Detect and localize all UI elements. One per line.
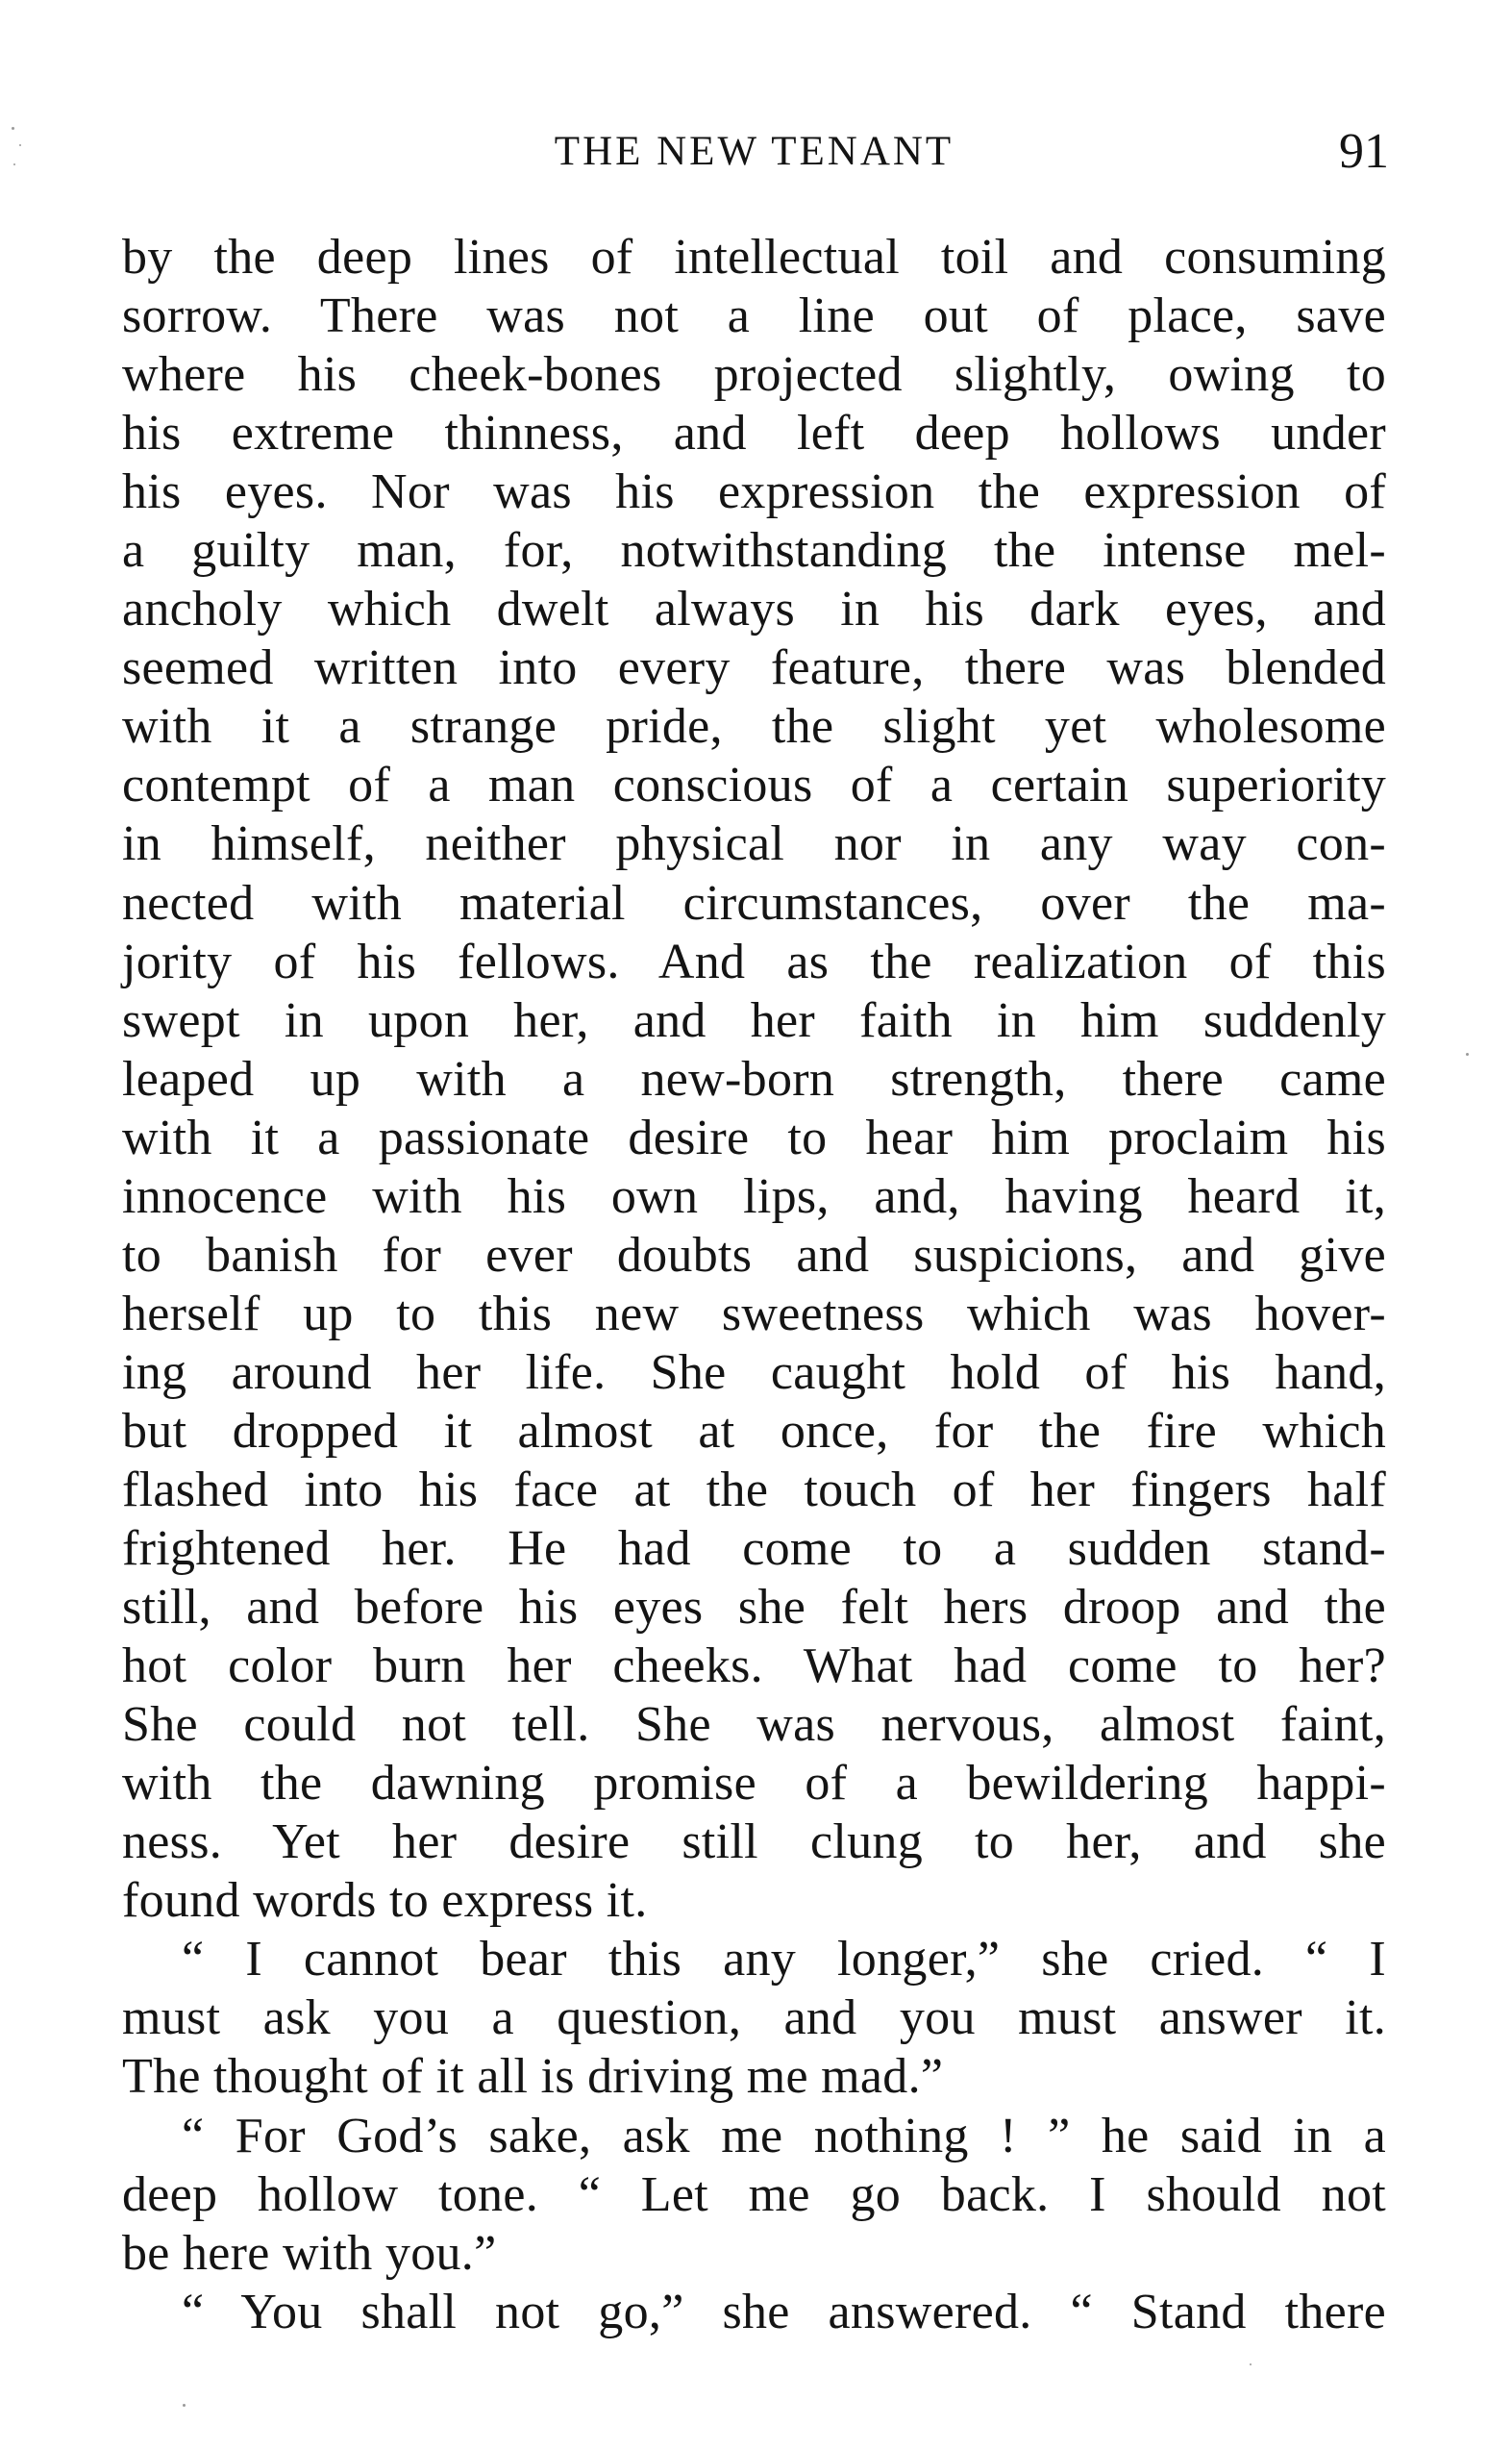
text-line: sorrow. There was not a line out of place, save xyxy=(122,288,1386,344)
text-line: seemed written into every feature, there was blended xyxy=(122,640,1386,696)
text-line: a guilty man, for, notwithstanding the intense mel- xyxy=(122,523,1386,579)
text-line: with it a strange pride, the slight yet wholesome xyxy=(122,699,1386,755)
paper-speck xyxy=(1466,1053,1469,1056)
text-line: his extreme thinness, and left deep hollows under xyxy=(122,406,1386,462)
paper-speck xyxy=(12,127,14,130)
text-line: must ask you a question, and you must answer it. xyxy=(122,1990,1386,2046)
text-line: deep hollow tone. “ Let me go back. I should not xyxy=(122,2166,1386,2222)
text-line: found words to express it. xyxy=(122,1873,648,1929)
text-line: ness. Yet her desire still clung to her, and she xyxy=(122,1814,1386,1870)
text-line: but dropped it almost at once, for the fire which xyxy=(122,1403,1386,1459)
text-line: jority of his fellows. And as the realization of this xyxy=(122,934,1386,989)
text-line: to banish for ever doubts and suspicions, and give xyxy=(122,1227,1386,1283)
paper-speck xyxy=(183,2404,186,2407)
text-line: flashed into his face at the touch of her fingers half xyxy=(122,1462,1386,1517)
text-line: contempt of a man conscious of a certain superiority xyxy=(122,758,1386,813)
text-line: The thought of it all is driving me mad.” xyxy=(122,2049,944,2105)
text-line: swept in upon her, and her faith in him suddenly xyxy=(122,992,1386,1048)
text-line: hot color burn her cheeks. What had come to her? xyxy=(122,1638,1386,1694)
paper-speck xyxy=(13,163,15,165)
running-title: THE NEW TENANT xyxy=(554,129,954,174)
text-line: ing around her life. She caught hold of his hand, xyxy=(122,1344,1386,1400)
text-line: with the dawning promise of a bewildering happi- xyxy=(122,1756,1386,1812)
paper-speck xyxy=(1250,2363,1252,2365)
text-line: in himself, neither physical nor in any way con- xyxy=(122,816,1386,872)
running-header xyxy=(0,123,1512,181)
text-line: “ For God’s sake, ask me nothing ! ” he said in a xyxy=(182,2108,1386,2163)
text-line: still, and before his eyes she felt hers droop and the xyxy=(122,1580,1386,1636)
body-text xyxy=(122,228,1386,2341)
paper-speck xyxy=(19,144,21,146)
text-line: his eyes. Nor was his expression the expression of xyxy=(122,464,1386,520)
text-line: where his cheek-bones projected slightly, owing to xyxy=(122,347,1386,403)
text-line: leaped up with a new-born strength, there came xyxy=(122,1051,1386,1107)
text-line: “ You shall not go,” she answered. “ Stand there xyxy=(182,2284,1386,2339)
text-line: innocence with his own lips, and, having heard it, xyxy=(122,1168,1386,1224)
text-line: herself up to this new sweetness which was hover- xyxy=(122,1286,1386,1341)
text-line: with it a passionate desire to hear him proclaim his xyxy=(122,1110,1386,1165)
text-line: ancholy which dwelt always in his dark eyes, and xyxy=(122,582,1386,638)
text-line: “ I cannot bear this any longer,” she cried. “ I xyxy=(182,1932,1386,1988)
text-line: She could not tell. She was nervous, almost faint, xyxy=(122,1697,1386,1753)
text-line: be here with you.” xyxy=(122,2225,497,2281)
text-line: by the deep lines of intellectual toil and consuming xyxy=(122,230,1386,285)
text-line: nected with material circumstances, over the ma- xyxy=(122,875,1386,931)
page-number: 91 xyxy=(1339,124,1389,179)
text-line: frightened her. He had come to a sudden stand- xyxy=(122,1521,1386,1577)
